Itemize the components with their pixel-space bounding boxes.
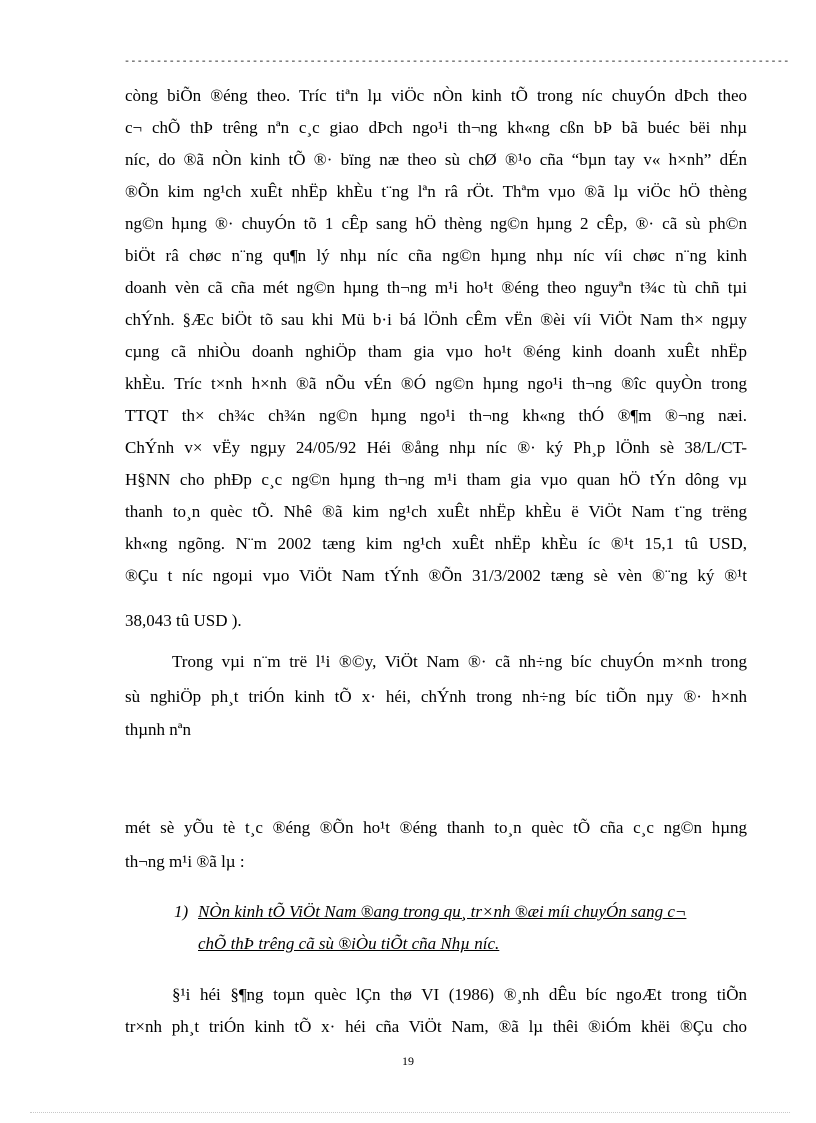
paragraph-line: ng©n hµng ®· chuyÓn tõ 1 cÊp sang hÖ thèng ng©n hµng 2 cÊp, ®· cã sù ph©n	[125, 214, 747, 233]
page-number: 19	[402, 1054, 414, 1068]
paragraph-line: sù nghiÖp ph¸t triÓn kinh tÕ x· héi, chÝnh trong nh÷ng bíc tiÕn nµy ®· h×nh	[125, 687, 747, 706]
paragraph-line: doanh vèn cã cña mét ng©n hµng th¬ng m¹i ho¹t ®éng theo nguyªn t¾c tù chñ tµi	[125, 278, 747, 297]
paragraph-line: Trong vµi n¨m trë l¹i ®©y, ViÖt Nam ®· cã nh÷ng bíc chuyÓn m×nh trong	[172, 652, 747, 671]
paragraph-line: tr×nh ph¸t triÓn kinh tÕ x· héi cña ViÖt Nam, ®ã lµ thêi ®iÓm khëi ®Çu cho	[125, 1017, 747, 1036]
paragraph-line: H§NN cho phÐp c¸c ng©n hµng th¬ng m¹i tham gia vµo quan hÖ tÝn dông vµ	[125, 470, 747, 489]
paragraph-line: ChÝnh v× vËy ngµy 24/05/92 Héi ®ång nhµ níc ®· ký Ph¸p lÖnh sè 38/L/CT-	[125, 438, 747, 457]
paragraph-line: th¬ng m¹i ®ã lµ :	[125, 852, 245, 871]
paragraph-line: ®Çu t níc ngoµi vµo ViÖt Nam tÝnh ®Õn 31/3/2002 tæng sè vèn ®¨ng ký ®¹t	[125, 566, 747, 585]
paragraph-line: níc, do ®ã nÒn kinh tÕ ®· bïng næ theo sù chØ ®¹o cña “bµn tay v« h×nh” dÉn	[125, 150, 747, 169]
paragraph-line: chÝnh. §Æc biÖt tõ sau khi Mü b·i bá lÖnh cÊm vËn ®èi víi ViÖt Nam th× ngµy	[125, 310, 747, 329]
paragraph-line: §¹i héi §¶ng toµn quèc lÇn thø VI (1986) ®¸nh dÊu bíc ngoÆt trong tiÕn	[172, 985, 747, 1004]
paragraph-line: ®Õn kim ng¹ch xuÊt nhËp khÈu t¨ng lªn râ rÖt. Thªm vµo ®ã lµ viÖc hÖ thèng	[125, 182, 747, 201]
header-rule: --------------------------------------------------------------------------------------------------------	[124, 57, 790, 68]
paragraph-line: kh«ng ngõng. N¨m 2002 tæng kim ng¹ch xuÊt nhËp khÈu íc ®¹t 15,1 tû USD,	[125, 534, 747, 553]
paragraph-line: khÈu. Tríc t×nh h×nh ®ã nÕu vÉn ®Ó ng©n hµng ngo¹i th¬ng ®îc quyÒn trong	[125, 374, 747, 393]
paragraph-line: thanh to¸n quèc tÕ. Nhê ®ã kim ng¹ch xuÊt nhËp khÈu ë ViÖt Nam t¨ng trëng	[125, 502, 747, 521]
list-item-line: chÕ thÞ trêng cã sù ®iÒu tiÕt cña Nhµ níc.	[198, 934, 500, 953]
paragraph-line: TTQT th× ch¾c ch¾n ng©n hµng ngo¹i th¬ng kh«ng thÓ ®¶m ®¬ng næi.	[125, 406, 747, 425]
page-edge-divider	[30, 1112, 790, 1114]
paragraph-line: mét sè yÕu tè t¸c ®éng ®Õn ho¹t ®éng thanh to¸n quèc tÕ cña c¸c ng©n hµng	[125, 818, 747, 837]
paragraph-line: còng biÕn ®éng theo. Tríc tiªn lµ viÖc nÒn kinh tÕ trong níc chuyÓn dÞch theo	[125, 86, 747, 105]
paragraph-line: cµng cã nhiÒu doanh nghiÖp tham gia vµo ho¹t ®éng kinh doanh xuÊt nhËp	[125, 342, 747, 361]
list-item-line: NÒn kinh tÕ ViÖt Nam ®ang trong qu¸ tr×nh ®æi míi chuyÓn sang c¬	[198, 902, 687, 921]
paragraph-line: biÖt râ chøc n¨ng qu¶n lý nhµ níc cña ng©n hµng nhµ níc víi chøc n¨ng kinh	[125, 246, 747, 265]
paragraph-line: thµnh nªn	[125, 720, 191, 739]
paragraph-line: 38,043 tû USD ).	[125, 611, 242, 630]
paragraph-line: c¬ chÕ thÞ trêng nªn c¸c giao dÞch ngo¹i th¬ng kh«ng cßn bÞ bã buéc bëi nhµ	[125, 118, 747, 137]
list-item-number: 1)	[174, 902, 189, 921]
